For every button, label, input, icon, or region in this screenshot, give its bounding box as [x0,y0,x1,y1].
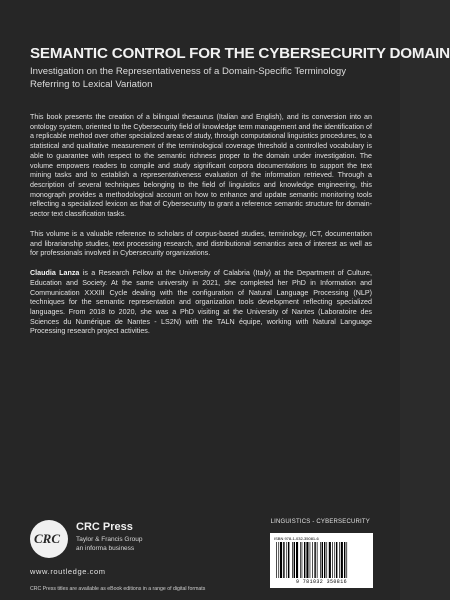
ebook-note: CRC Press titles are available as eBook editions in a range of digital formats [30,586,206,592]
blurb [30,113,372,347]
publisher-tagline: an informa business [76,545,135,552]
publisher-logo [30,518,210,568]
publisher-name: CRC Press [76,521,133,533]
isbn-label: ISBN 978-1-032-35081-6 [274,536,319,541]
author-paragraph [30,269,372,337]
subject-category: LINGUISTICS - CYBERSECURITY [270,519,370,525]
crc-logo-text: CRC [34,531,61,546]
book-subtitle: Investigation on the Representativeness of a Domain-Specific Terminology Referring to Lexical Variation [30,66,347,90]
isbn-barcode [270,533,373,588]
publisher-group: Taylor & Francis Group [76,536,143,543]
author-bio: is a Research Fellow at the University of Calabria (Italy) at the Department of Culture, Education and Society. At the same university in 2021, she completed her PhD in Information and Communication XXXIII Cycle dealing with the configuration of Natural Language Processing (NLP) techniques for the semantic representation and organization tools development reflecting specialized languages. From 2018 to 2020, she was a PhD visiting at the University of Nantes (Laboratoire des Sciences du Numérique de Nantes - LS2N) with the TALN équipe, working with Natural Language Processing research project activities. [30,269,373,336]
barcode-bars-icon [276,542,368,578]
publisher-website: www.routledge.com [30,567,106,576]
book-title: SEMANTIC CONTROL FOR THE CYBERSECURITY DOMAIN [30,45,450,62]
author-name: Claudia Lanza [30,269,80,278]
blurb-paragraph-2: This volume is a valuable reference to scholars of corpus-based studies, terminology, ICT, documentation and librarianship studies, text processing research, and distributional semantics area of interest as well as for professionals involved in Cybersecurity organizations. [30,229,372,258]
crc-logo-icon [30,520,68,558]
blurb-paragraph-1: This book presents the creation of a bilingual thesaurus (Italian and English), and its conversion into an ontology system, oriented to the Cybersecurity field of knowledge term management and the identification of a replicable method over other specialized areas of study, through computational linguistics procedures, to a statistical and qualitative measurement of the terminological coverage threshold a controlled vocabulary is able to guarantee with respect to the semantic richness proper to the domain under investigation. The volume empowers readers to compile and study significant corpora documentations to support the text mining tasks and to establish a representativeness evaluation of the information retrieved. Through a description of several techniques belonging to the field of linguistics and knowledge engineering, this monograph provides a methodological account on how to enhance and update semantic monitoring tools reflecting a specialized lexicon as that of Cybersecurity to grant a reference semantic structure for domain-sector text classification tasks. [30,113,372,219]
isbn-digits: 9 781032 350816 [295,579,347,585]
